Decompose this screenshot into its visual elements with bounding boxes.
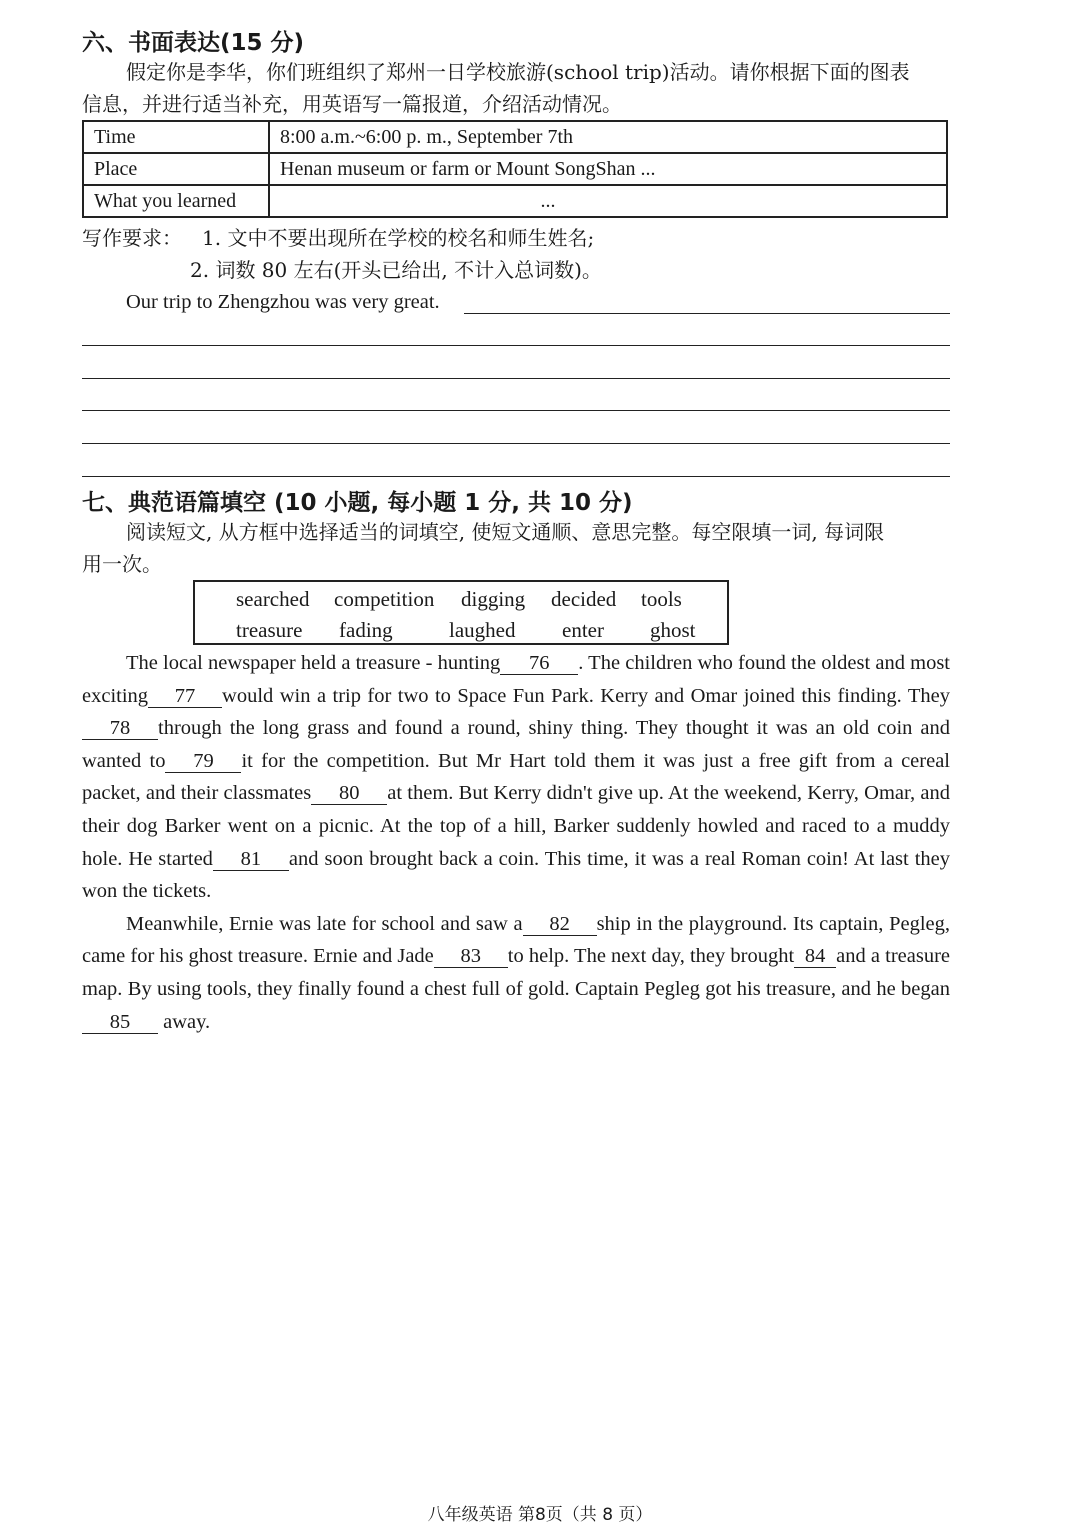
section6-heading: 六、书面表达(15 分)	[82, 30, 305, 56]
table-row	[83, 121, 947, 153]
passage-paragraph-2	[82, 908, 950, 1038]
section6-intro-line1: 假定你是李华，你们班组织了郑州一日学校旅游(school trip)活动。请你根据下面的图表	[126, 60, 910, 84]
table-row	[83, 153, 947, 185]
passage-text: through the long grass and found a round, shiny thing. They thought it was an old coin and wanted to	[82, 717, 950, 772]
word-option: tools	[641, 587, 682, 611]
table-label: Place	[83, 153, 269, 185]
passage-text: Meanwhile, Ernie was late for school and saw a	[126, 912, 523, 935]
table-label: Time	[83, 121, 269, 153]
passage-text: ship in the playground. Its captain, Pegleg, came for his ghost treasure. Ernie and Jade	[82, 912, 950, 968]
passage-text: to help. The next day, they brought	[507, 945, 795, 968]
blank-78[interactable]: 78	[82, 717, 158, 740]
blank-79[interactable]: 79	[165, 750, 241, 773]
info-table	[82, 120, 948, 218]
passage-text: and soon brought back a coin. This time, it was a real Roman coin! At last they won the tickets.	[82, 847, 951, 903]
word-option: digging	[461, 587, 526, 611]
blank-85[interactable]: 85	[82, 1011, 158, 1034]
passage-text: away.	[163, 1010, 211, 1033]
blank-81[interactable]: 81	[213, 848, 289, 871]
blank-76[interactable]: 76	[500, 652, 578, 675]
blank-84[interactable]: 84	[794, 945, 836, 968]
writing-line[interactable]	[82, 410, 950, 411]
section7-intro-line2: 用一次。	[82, 552, 162, 576]
table-value: 8:00 a.m.~6:00 p. m., September 7th	[269, 121, 947, 153]
word-option: treasure	[236, 618, 303, 642]
passage-text: . The children who found the oldest and most exciting	[82, 652, 950, 707]
passage	[82, 647, 950, 1038]
section7-heading: 七、典范语篇填空 (10 小题, 每小题 1 分, 共 10 分)	[82, 490, 633, 516]
requirements-label: 写作要求：	[82, 226, 182, 250]
table-value: Henan museum or farm or Mount SongShan ...	[269, 153, 947, 185]
blank-77[interactable]: 77	[148, 685, 222, 708]
writing-line[interactable]	[82, 345, 950, 346]
word-option: searched	[236, 587, 310, 611]
writing-line[interactable]	[464, 313, 950, 314]
requirement-1: 1. 文中不要出现所在学校的校名和师生姓名;	[202, 226, 595, 250]
table-label: What you learned	[83, 185, 269, 217]
blank-82[interactable]: 82	[523, 913, 597, 936]
passage-paragraph-1	[82, 647, 950, 908]
section7-intro-line1: 阅读短文, 从方框中选择适当的词填空, 使短文通顺、意思完整。每空限填一词, 每词限	[126, 520, 885, 544]
section6-intro-line2: 信息，并进行适当补充，用英语写一篇报道，介绍活动情况。	[82, 92, 622, 116]
word-option: laughed	[449, 618, 516, 642]
page-footer: 八年级英语 第8页（共 8 页）	[427, 1505, 653, 1525]
word-option: decided	[551, 587, 617, 611]
word-box	[193, 580, 729, 645]
passage-text: would win a trip for two to Space Fun Park. Kerry and Omar joined this finding. They	[222, 684, 950, 707]
writing-line[interactable]	[82, 378, 950, 379]
table-value: ...	[269, 185, 947, 217]
passage-text: it for the competition. But Mr Hart told them it was just a free gift from a cereal packet, and their classmates	[82, 749, 950, 805]
table-row	[83, 185, 947, 217]
writing-line[interactable]	[82, 443, 950, 444]
blank-83[interactable]: 83	[434, 945, 508, 968]
word-option: ghost	[650, 618, 696, 642]
essay-opening: Our trip to Zhengzhou was very great.	[126, 291, 440, 313]
word-option: fading	[339, 618, 393, 642]
requirement-2: 2. 词数 80 左右(开头已给出, 不计入总词数)。	[190, 258, 602, 282]
writing-line[interactable]	[82, 476, 950, 477]
passage-text: at them. But Kerry didn't give up. At the weekend, Kerry, Omar, and their dog Barker went on a picnic. At the top of a hill, Barker suddenly howled and raced to a muddy hole. He started	[82, 782, 950, 870]
passage-text: and a treasure map. By using tools, they finally found a chest full of gold. Captain Pegleg got his treasure, and he began	[82, 945, 950, 1000]
word-option: enter	[562, 618, 604, 642]
word-option: competition	[334, 587, 435, 611]
passage-text: The local newspaper held a treasure - hunting	[126, 652, 501, 674]
blank-80[interactable]: 80	[311, 782, 387, 805]
